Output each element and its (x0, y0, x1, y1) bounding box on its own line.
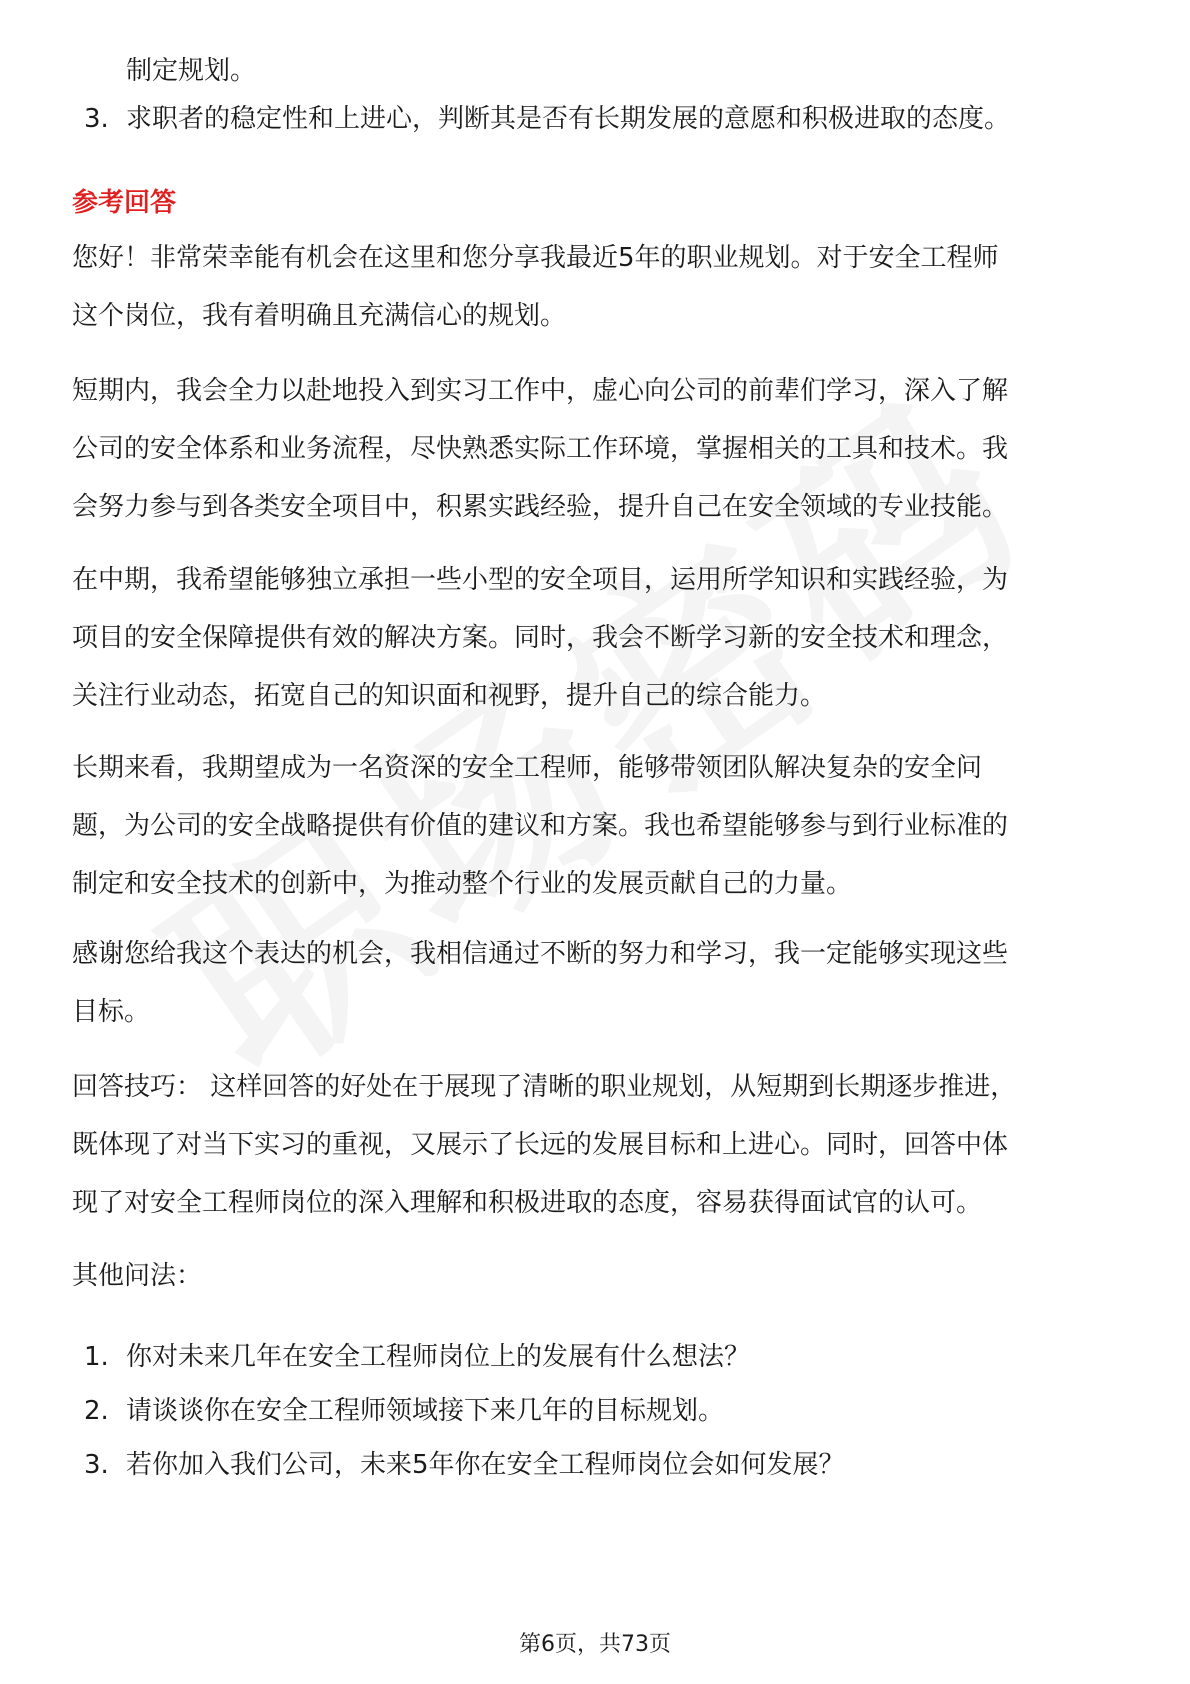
list-text: 你对未来几年在安全工程师岗位上的发展有什么想法？ (126, 1342, 751, 1372)
section-heading: 参考回答 (72, 188, 177, 218)
paragraph-answer-tips (72, 1058, 1122, 1232)
text-line: 在中期，我希望能够独立承担一些小型的安全项目，运用所学知识和实践经验，为 (72, 565, 1009, 595)
paragraph-other-questions-label (72, 1247, 1122, 1305)
text-line: 长期来看，我期望成为一名资深的安全工程师，能够带领团队解决复杂的安全问 (72, 753, 983, 783)
list-number: 2. (84, 1396, 109, 1426)
list-number: 3. (84, 1450, 109, 1480)
text-line: 这个岗位，我有着明确且充满信心的规划。 (72, 301, 567, 331)
text-line: 制定和安全技术的创新中，为推动整个行业的发展贡献自己的力量。 (72, 869, 853, 899)
paragraph-short-term (72, 362, 1122, 536)
page-number: 第6页，共73页 (519, 1632, 671, 1657)
text-line: 关注行业动态，拓宽自己的知识面和视野，提升自己的综合能力。 (72, 681, 827, 711)
list-text: 若你加入我们公司，未来5年你在安全工程师岗位会如何发展？ (126, 1450, 845, 1480)
text-line: 您好！非常荣幸能有机会在这里和您分享我最近5年的职业规划。对于安全工程师 (72, 243, 999, 273)
paragraph-long-term (72, 739, 1122, 913)
text-line: 回答技巧： 这样回答的好处在于展现了清晰的职业规划，从短期到长期逐步推进， (72, 1072, 1017, 1102)
list-text: 请谈谈你在安全工程师领域接下来几年的目标规划。 (126, 1396, 725, 1426)
list-item (84, 1436, 845, 1494)
list-item (84, 1382, 724, 1440)
list-text: 求职者的稳定性和上进心，判断其是否有长期发展的意愿和积极进取的态度。 (126, 104, 1011, 134)
text-line: 现了对安全工程师岗位的深入理解和积极进取的态度，容易获得面试官的认可。 (72, 1188, 983, 1218)
text-line: 题，为公司的安全战略提供有价值的建议和方案。我也希望能够参与到行业标准的 (72, 811, 1009, 841)
text-line: 既体现了对当下实习的重视，又展示了长远的发展目标和上进心。同时，回答中体 (72, 1130, 1009, 1160)
list-item (84, 1328, 750, 1386)
text-line: 公司的安全体系和业务流程，尽快熟悉实际工作环境，掌握相关的工具和技术。我 (72, 434, 1009, 464)
paragraph-thanks (72, 925, 1122, 1041)
continuation-line: 制定规划。 (126, 56, 257, 86)
paragraph-mid-term (72, 551, 1122, 725)
text-line: 项目的安全保障提供有效的解决方案。同时，我会不断学习新的安全技术和理念， (72, 623, 1009, 653)
paragraph-greeting (72, 229, 1122, 345)
list-number: 1. (84, 1342, 109, 1372)
list-item (84, 90, 1010, 148)
list-number: 3. (84, 104, 109, 134)
text-line: 会努力参与到各类安全项目中，积累实践经验，提升自己在安全领域的专业技能。 (72, 492, 1009, 522)
text-line: 目标。 (72, 997, 151, 1027)
text-line: 感谢您给我这个表达的机会，我相信通过不断的努力和学习，我一定能够实现这些 (72, 939, 1009, 969)
text-line: 短期内，我会全力以赴地投入到实习工作中，虚心向公司的前辈们学习，深入了解 (72, 376, 1009, 406)
text-line: 其他问法： (72, 1261, 203, 1291)
